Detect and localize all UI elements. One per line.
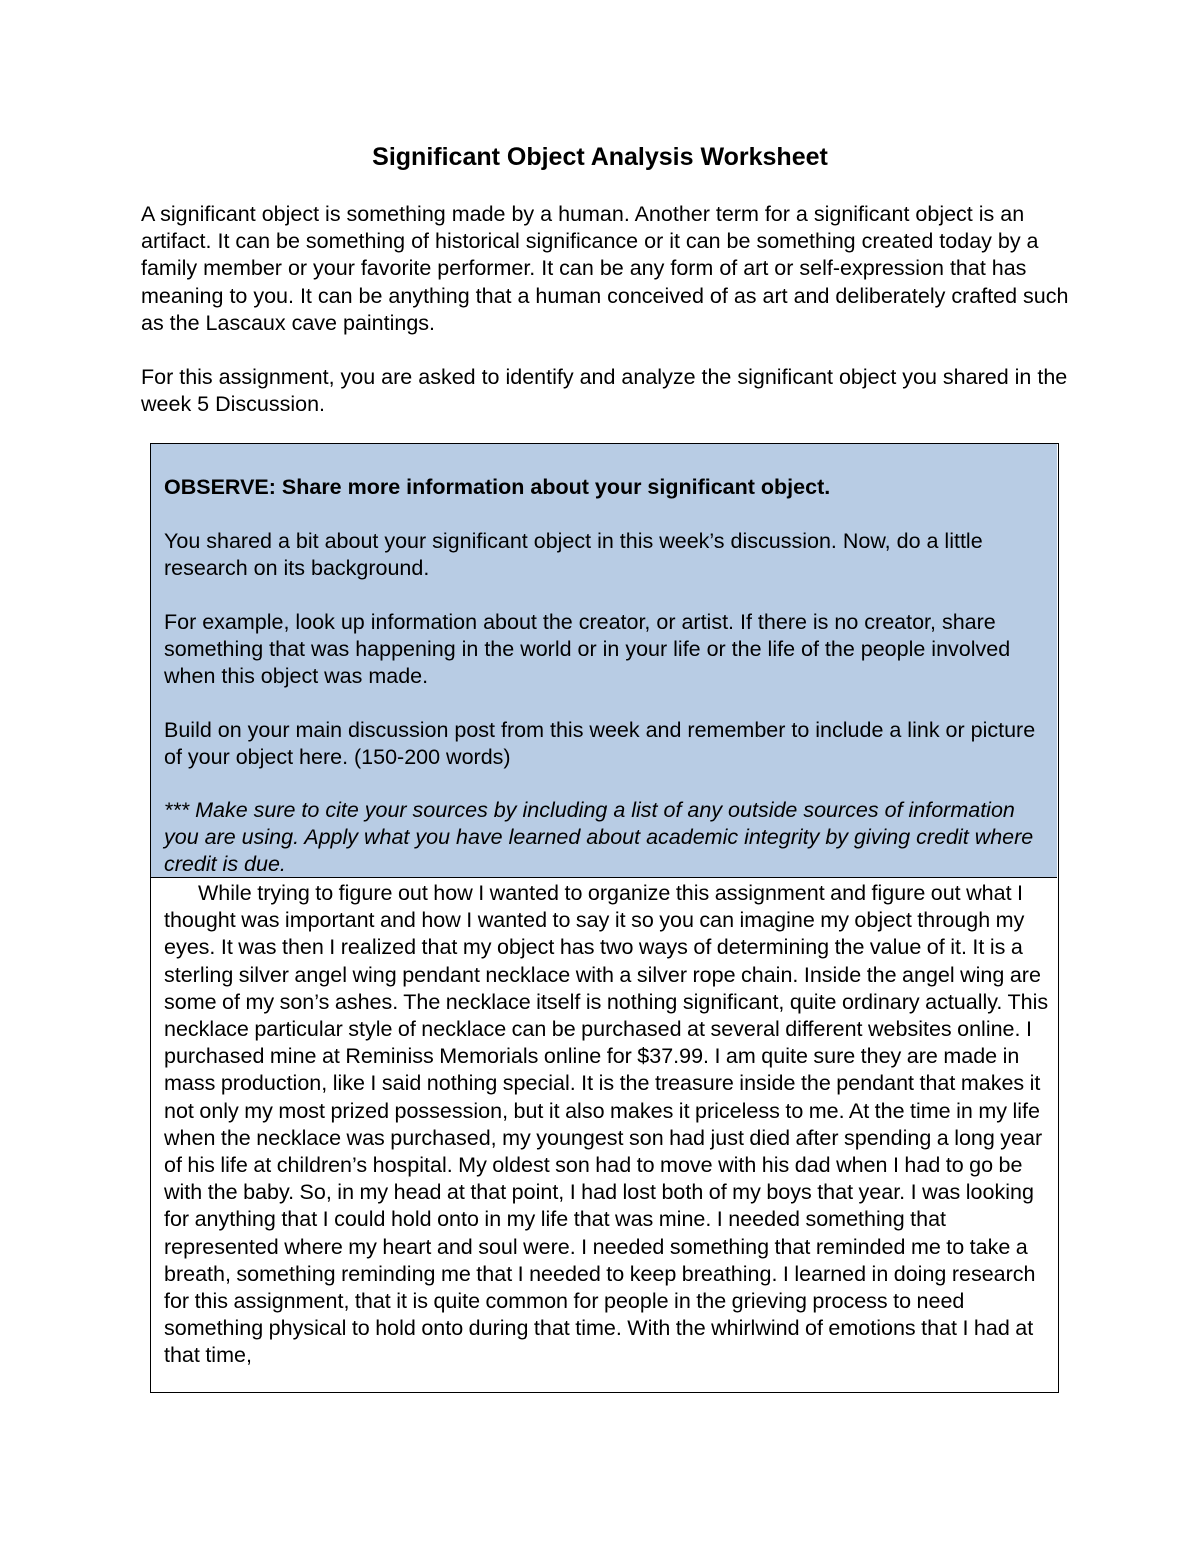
intro-paragraph-assignment: For this assignment, you are asked to identify and analyze the significant object you shared in the week 5 Discussion. [141,365,1068,417]
observe-instruction-1: You shared a bit about your significant object in this week’s discussion. Now, do a little research on its background. [164,529,983,581]
worksheet-table [150,443,1059,1393]
observe-heading: OBSERVE: Share more information about your significant object. [164,475,831,499]
response-text: While trying to figure out how I wanted to organize this assignment and figure out what I thought was important and how I wanted to say it so you can imagine my object through my eyes. It was then I realized that my object has two ways of determining the value of it. It is a sterling silver angel wing pendant necklace with a silver rope chain. Inside the angel wing are some of my son’s ashes. The necklace itself is nothing significant, quite ordinary actually. This necklace particular style of necklace can be purchased at several different websites online. I purchased mine at Reminiss Memorials online for $37.99. I am quite sure they are made in mass production, like I said nothing special. It is the treasure inside the pendant that makes it not only my most prized possession, but it also makes it priceless to me. At the time in my life when the necklace was purchased, my youngest son had just died after spending a long year of his life at children’s hospital. My oldest son had to move with his dad when I had to go be with the baby. So, in my head at that point, I had lost both of my boys that year. I was looking for anything that I could hold onto in my life that was mine. I needed something that represented where my heart and soul were. I needed something that reminded me to take a breath, something reminding me that I needed to keep breathing. I learned in doing research for this assignment, that it is quite common for people in the grieving process to need something physical to hold onto during that time. With the whirlwind of emotions that I had at that time, [164,881,1049,1368]
observe-instruction-3: Build on your main discussion post from this week and remember to include a link or picture of your object here. (150-200 words) [164,718,1036,770]
citation-note: *** Make sure to cite your sources by including a list of any outside sources of information you are using. Apply what you have learned about academic integrity by giving credit where credit is due. [164,798,1034,877]
observe-prompt-cell [151,444,1057,878]
observe-instruction-2: For example, look up information about the creator, or artist. If there is no creator, share something that was happening in the world or in your life or the life of the people involved when this object was made. [164,610,1011,689]
intro-paragraph-definition: A significant object is something made by a human. Another term for a significant object is an artifact. It can be something of historical significance or it can be something created today by a family member or your favorite performer. It can be any form of art or self-expression that has meaning to you. It can be anything that a human conceived of as art and deliberately crafted such as the Lascaux cave paintings. [141,202,1069,335]
page-title: Significant Object Analysis Worksheet [372,143,828,171]
response-cell [151,878,1057,1391]
